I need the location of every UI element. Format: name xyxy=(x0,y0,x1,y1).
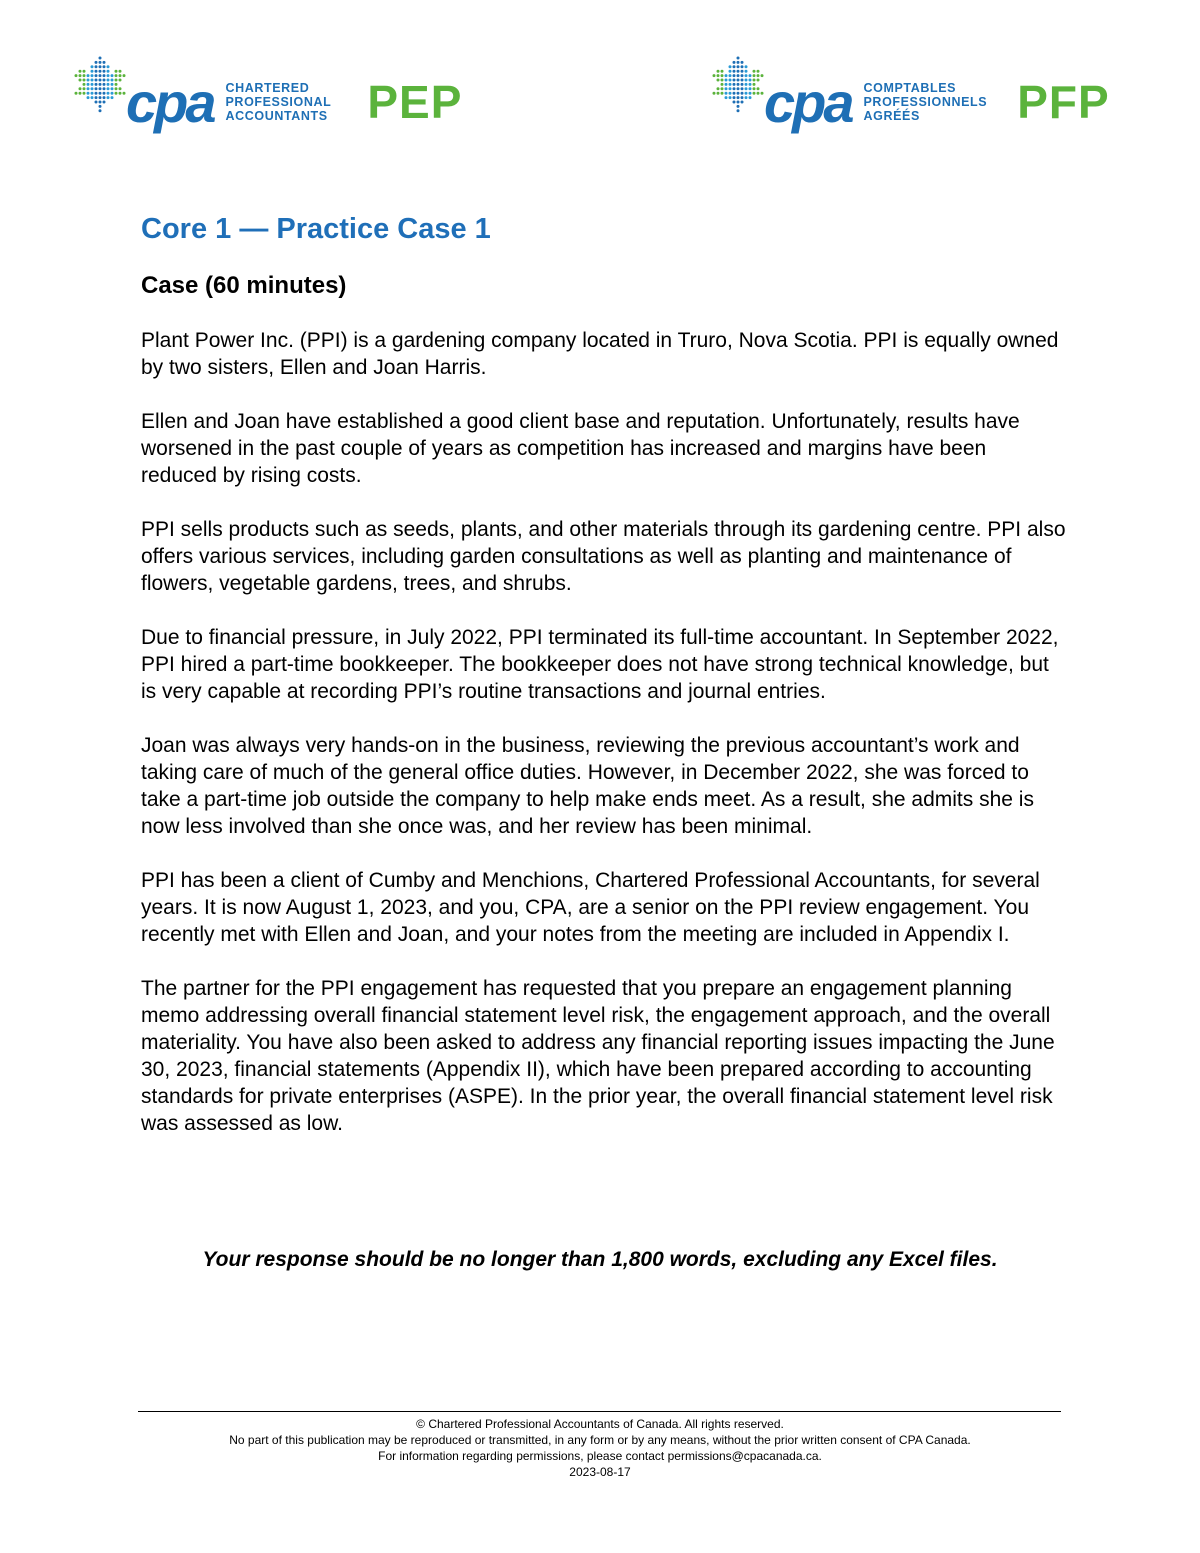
maple-dot xyxy=(717,70,720,73)
maple-dot xyxy=(737,101,740,104)
maple-dot xyxy=(745,83,748,86)
paragraph: PPI sells products such as seeds, plants, and other materials through its gardening centre. PPI also offers various services, including garden consultations as well as planting and maintenance of flowers, vegetable gardens, trees, and shrubs. xyxy=(141,518,1066,595)
maple-dot xyxy=(79,70,82,73)
maple-dot xyxy=(99,101,102,104)
maple-dot xyxy=(745,70,748,73)
maple-dot xyxy=(91,70,94,73)
maple-dot xyxy=(91,74,94,77)
maple-dot xyxy=(757,70,760,73)
maple-dot xyxy=(721,87,724,90)
maple-dot xyxy=(111,96,114,99)
maple-dot xyxy=(79,92,82,95)
maple-dot xyxy=(729,92,732,95)
maple-dot xyxy=(99,65,102,68)
footer-divider xyxy=(138,1411,1061,1412)
maple-dot xyxy=(733,61,736,64)
maple-dot xyxy=(753,74,756,77)
maple-dot xyxy=(111,92,114,95)
maple-dot xyxy=(729,79,732,82)
maple-dot xyxy=(107,87,110,90)
maple-dot xyxy=(753,83,756,86)
maple-dot xyxy=(757,74,760,77)
paragraph: The partner for the PPI engagement has requested that you prepare an engagement planning memo addressing overall financial statement level risk, the engagement approach, and the overall materiality. You have also been asked to address any financial reporting issues impacting the June 30, 2023, financial statements (Appendix II), which have been prepared according to accounting standards for private enterprises (ASPE). In the prior year, the overall financial statement level risk was assessed as low. xyxy=(141,977,1055,1135)
maple-dot xyxy=(95,87,98,90)
maple-dot xyxy=(95,65,98,68)
maple-dot xyxy=(115,74,118,77)
maple-dot xyxy=(103,61,106,64)
maple-dot xyxy=(107,96,110,99)
maple-dot xyxy=(119,92,122,95)
maple-dot xyxy=(741,101,744,104)
maple-dot xyxy=(111,79,114,82)
maple-dot xyxy=(749,96,752,99)
maple-dot xyxy=(721,70,724,73)
maple-dot xyxy=(87,79,90,82)
maple-dot xyxy=(721,83,724,86)
maple-dot xyxy=(737,92,740,95)
maple-dot xyxy=(103,101,106,104)
maple-dot xyxy=(741,96,744,99)
maple-dot xyxy=(713,74,716,77)
maple-dot xyxy=(741,79,744,82)
maple-dot xyxy=(737,79,740,82)
date-line: 2023-08-17 xyxy=(569,1465,631,1479)
maple-dot xyxy=(111,83,114,86)
maple-dot xyxy=(725,92,728,95)
maple-dot xyxy=(737,83,740,86)
maple-dot xyxy=(87,96,90,99)
maple-dot xyxy=(91,87,94,90)
maple-dot xyxy=(95,74,98,77)
maple-dot xyxy=(103,96,106,99)
logo-tagline: CHARTERED PROFESSIONAL ACCOUNTANTS xyxy=(225,81,332,123)
maple-dot xyxy=(725,87,728,90)
maple-dot xyxy=(91,83,94,86)
maple-dot xyxy=(717,79,720,82)
maple-dot xyxy=(753,79,756,82)
cpa-logo-english xyxy=(72,54,462,144)
maple-dot xyxy=(741,74,744,77)
maple-dot xyxy=(733,83,736,86)
maple-dot xyxy=(107,83,110,86)
maple-dot xyxy=(741,61,744,64)
maple-dot xyxy=(737,65,740,68)
maple-dot xyxy=(95,101,98,104)
maple-dot xyxy=(95,79,98,82)
maple-dot xyxy=(757,79,760,82)
maple-dot xyxy=(95,96,98,99)
maple-dot xyxy=(111,87,114,90)
maple-dot xyxy=(721,92,724,95)
maple-dot xyxy=(99,79,102,82)
maple-dot xyxy=(91,65,94,68)
maple-dot xyxy=(741,92,744,95)
paragraph: Due to financial pressure, in July 2022, PPI terminated its full-time accountant. In September 2022, PPI hired a part-time bookkeeper. The bookkeeper does not have strong technical knowledge, but is very capable at recording PPI’s routine transactions and journal entries. xyxy=(141,626,1059,703)
logo-tagline: COMPTABLES PROFESSIONNELS AGRÉÉS xyxy=(863,81,988,123)
maple-dot xyxy=(745,79,748,82)
maple-dot xyxy=(119,79,122,82)
maple-dot xyxy=(729,65,732,68)
maple-dot xyxy=(729,96,732,99)
maple-dot xyxy=(99,92,102,95)
maple-dot xyxy=(733,101,736,104)
maple-dot xyxy=(95,61,98,64)
cpa-wordmark: cpa xyxy=(126,71,214,134)
case-subtitle: Case (60 minutes) xyxy=(141,272,347,299)
maple-dot xyxy=(733,74,736,77)
maple-dot xyxy=(725,83,728,86)
case-body xyxy=(141,327,1066,1164)
maple-dot xyxy=(741,83,744,86)
maple-leaf-icon xyxy=(72,54,128,118)
maple-dot xyxy=(741,70,744,73)
maple-dot xyxy=(83,70,86,73)
maple-dot xyxy=(103,79,106,82)
maple-dot xyxy=(103,70,106,73)
maple-dot xyxy=(757,87,760,90)
maple-dot xyxy=(87,92,90,95)
maple-dot xyxy=(75,92,78,95)
maple-dot xyxy=(115,83,118,86)
maple-dot xyxy=(107,65,110,68)
maple-dot xyxy=(721,79,724,82)
maple-dot xyxy=(107,79,110,82)
maple-dot xyxy=(119,87,122,90)
maple-dot xyxy=(103,92,106,95)
maple-dot xyxy=(741,65,744,68)
maple-dot xyxy=(99,61,102,64)
maple-dot xyxy=(87,87,90,90)
maple-dot xyxy=(79,74,82,77)
maple-dot xyxy=(737,74,740,77)
maple-dot xyxy=(729,74,732,77)
paragraph: Joan was always very hands-on in the business, reviewing the previous accountant’s work and taking care of much of the general office duties. However, in December 2022, she was forced to take a part-time job outside the company to help make ends meet. As a result, she admits she is now less involved than she once was, and her review has been minimal. xyxy=(141,734,1034,838)
maple-dot xyxy=(83,87,86,90)
maple-dot xyxy=(111,74,114,77)
maple-dot xyxy=(99,96,102,99)
maple-dot xyxy=(745,96,748,99)
maple-dot xyxy=(87,74,90,77)
maple-dot xyxy=(737,109,740,112)
maple-dot xyxy=(91,79,94,82)
contact-line: For information regarding permissions, please contact permissions@cpacanada.ca. xyxy=(378,1449,822,1463)
maple-dot xyxy=(733,70,736,73)
maple-dot xyxy=(103,74,106,77)
maple-dot xyxy=(79,87,82,90)
maple-dot xyxy=(733,96,736,99)
maple-leaf-icon xyxy=(710,54,766,118)
maple-dot xyxy=(95,92,98,95)
maple-dot xyxy=(99,105,102,108)
maple-dot xyxy=(753,87,756,90)
maple-dot xyxy=(737,61,740,64)
maple-dot xyxy=(115,79,118,82)
maple-dot xyxy=(83,79,86,82)
maple-dot xyxy=(741,87,744,90)
maple-dot xyxy=(753,70,756,73)
maple-dot xyxy=(717,87,720,90)
maple-dot xyxy=(745,92,748,95)
maple-dot xyxy=(757,92,760,95)
maple-dot xyxy=(91,92,94,95)
maple-dot xyxy=(725,74,728,77)
maple-dot xyxy=(733,79,736,82)
maple-dot xyxy=(737,70,740,73)
cpa-logo-french xyxy=(710,54,1110,144)
word-limit-notice: Your response should be no longer than 1,800 words, excluding any Excel files. xyxy=(202,1248,998,1271)
maple-dot xyxy=(745,74,748,77)
maple-dot xyxy=(83,74,86,77)
maple-dot xyxy=(753,92,756,95)
maple-dot xyxy=(91,96,94,99)
maple-dot xyxy=(733,92,736,95)
maple-dot xyxy=(721,74,724,77)
maple-dot xyxy=(733,87,736,90)
maple-dot xyxy=(107,70,110,73)
maple-dot xyxy=(749,74,752,77)
copyright-line: © Chartered Professional Accountants of Canada. All rights reserved. xyxy=(416,1417,784,1431)
maple-dot xyxy=(749,87,752,90)
maple-dot xyxy=(115,92,118,95)
maple-dot xyxy=(749,83,752,86)
maple-dot xyxy=(103,83,106,86)
restriction-line: No part of this publication may be reproduced or transmitted, in any form or by any means, without the prior written consent of CPA Canada. xyxy=(229,1433,971,1447)
maple-dot xyxy=(729,83,732,86)
maple-dot xyxy=(737,105,740,108)
page-footer xyxy=(0,1416,1200,1480)
maple-dot xyxy=(79,79,82,82)
maple-dot xyxy=(717,74,720,77)
paragraph: PPI has been a client of Cumby and Menchions, Chartered Professional Accountants, for several years. It is now August 1, 2023, and you, CPA, are a senior on the PPI review engagement. You recently met with Ellen and Joan, and your notes from the meeting are included in Appendix I. xyxy=(141,869,1040,946)
maple-dot xyxy=(713,92,716,95)
maple-dot xyxy=(107,74,110,77)
maple-dot xyxy=(115,87,118,90)
maple-dot xyxy=(749,92,752,95)
maple-dot xyxy=(99,109,102,112)
maple-dot xyxy=(745,65,748,68)
maple-dot xyxy=(75,74,78,77)
program-name: PFP xyxy=(1017,76,1110,128)
maple-dot xyxy=(737,57,740,60)
maple-dot xyxy=(717,92,720,95)
maple-dot xyxy=(103,65,106,68)
maple-dot xyxy=(99,74,102,77)
maple-dot xyxy=(749,79,752,82)
maple-dot xyxy=(115,70,118,73)
page-title: Core 1 — Practice Case 1 xyxy=(141,213,491,245)
maple-dot xyxy=(83,92,86,95)
maple-dot xyxy=(99,57,102,60)
maple-dot xyxy=(729,70,732,73)
maple-dot xyxy=(99,87,102,90)
maple-dot xyxy=(729,87,732,90)
maple-dot xyxy=(95,70,98,73)
maple-dot xyxy=(83,83,86,86)
maple-dot xyxy=(99,70,102,73)
maple-dot xyxy=(103,87,106,90)
cpa-wordmark: cpa xyxy=(764,71,852,134)
maple-dot xyxy=(733,65,736,68)
maple-dot xyxy=(737,87,740,90)
paragraph: Plant Power Inc. (PPI) is a gardening company located in Truro, Nova Scotia. PPI is equally owned by two sisters, Ellen and Joan Harris. xyxy=(141,329,1059,379)
maple-dot xyxy=(107,92,110,95)
program-name: PEP xyxy=(367,76,463,128)
maple-dot xyxy=(745,87,748,90)
maple-dot xyxy=(99,83,102,86)
maple-dot xyxy=(119,70,122,73)
maple-dot xyxy=(87,83,90,86)
maple-dot xyxy=(725,79,728,82)
maple-dot xyxy=(119,74,122,77)
maple-dot xyxy=(725,96,728,99)
maple-dot xyxy=(737,96,740,99)
maple-dot xyxy=(95,83,98,86)
paragraph: Ellen and Joan have established a good client base and reputation. Unfortunately, results have worsened in the past couple of years as competition has increased and margins have been reduced by rising costs. xyxy=(141,410,1020,487)
